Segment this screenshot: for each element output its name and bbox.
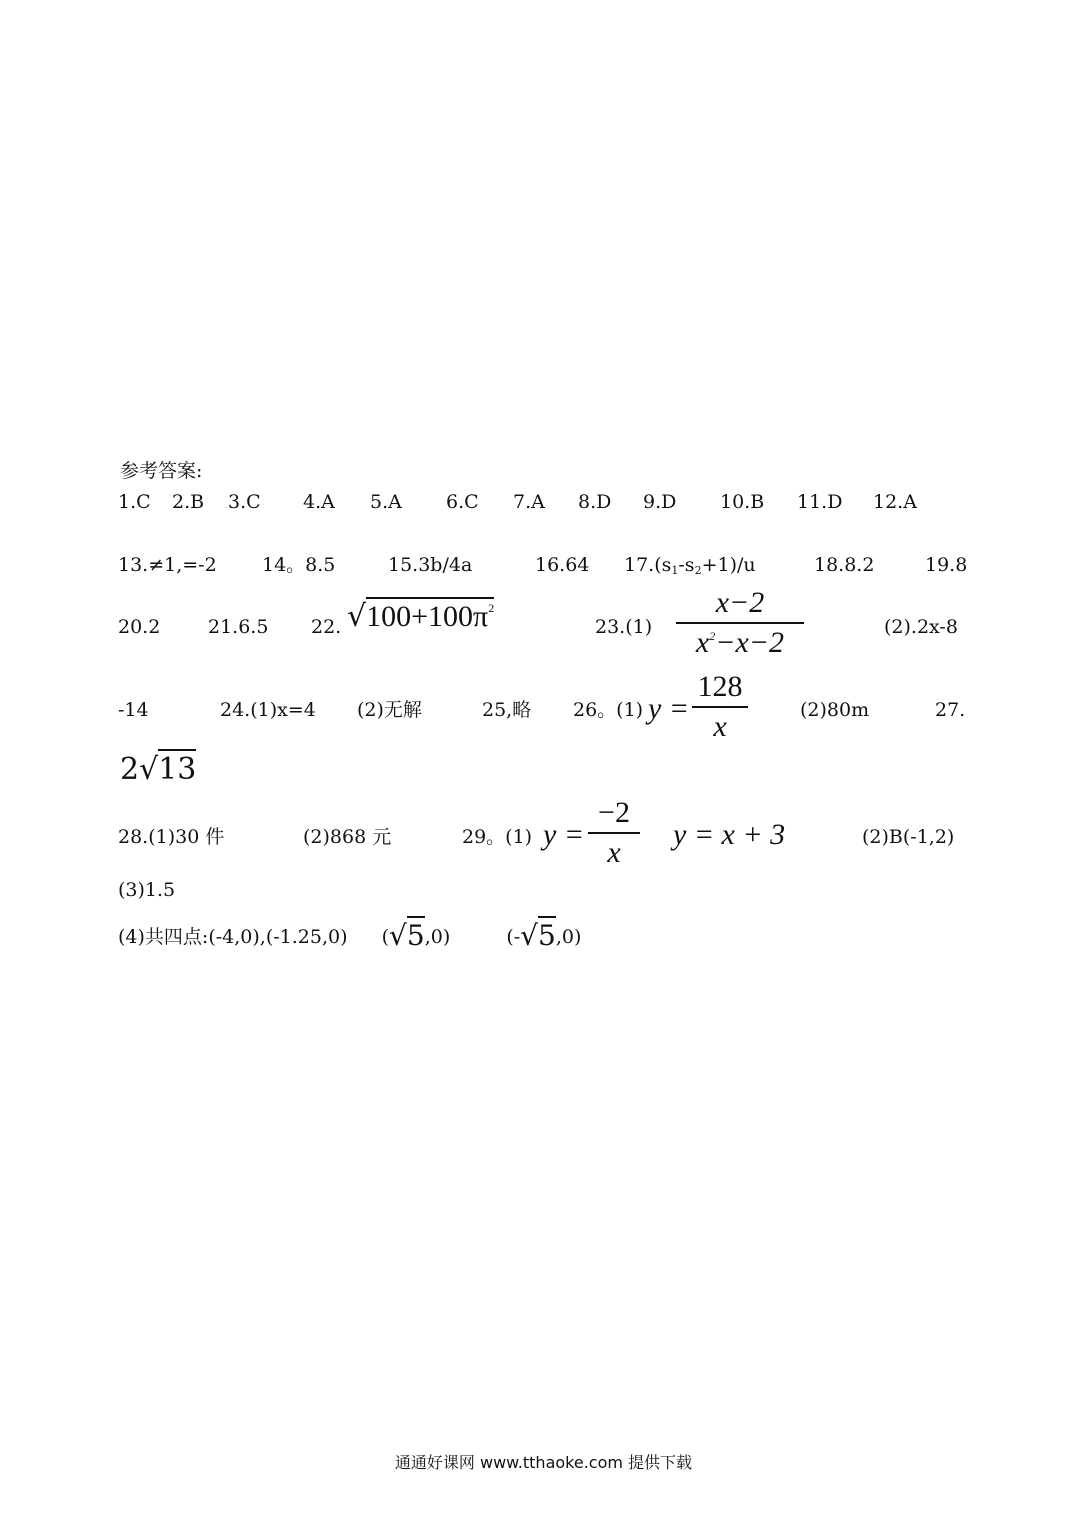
answer-26-numerator: 128 (697, 670, 743, 703)
answer-23-den-x: x (695, 626, 710, 659)
answer-15: 15.3b/4a (388, 554, 473, 576)
answer-23-fraction (676, 588, 804, 658)
point-4-open: (- (506, 926, 521, 948)
answer-19: 19.8 (925, 554, 968, 576)
answer-26-part2: (2)80m (800, 699, 870, 721)
answer-2: 2.B (172, 491, 205, 513)
answer-29-denominator: x (607, 836, 621, 869)
answer-23-label: 23.(1) (595, 616, 653, 638)
answer-22-label: 22. (311, 616, 342, 638)
point-4-close: ,0) (555, 926, 582, 948)
answer-29-part2: (2)B(-1,2) (862, 826, 955, 848)
fraction-bar (692, 706, 748, 708)
answer-29-part4-lead: (4)共四点:(-4,0),(-1.25,0) (118, 926, 348, 948)
answer-28-part1: 28.(1)30 件 (118, 826, 225, 848)
answer-29-fraction (588, 798, 640, 868)
answer-23-den-exp: 2 (709, 629, 716, 643)
answer-6: 6.C (446, 491, 479, 513)
answer-17-sub2: 2 (694, 564, 702, 577)
answer-22-sqrt (347, 599, 495, 634)
answer-25: 25,略 (482, 699, 532, 721)
answer-13: 13.≠1,=-2 (118, 554, 217, 576)
answer-3: 3.C (228, 491, 261, 513)
sqrt-symbol: √ (520, 919, 539, 952)
answer-8: 8.D (578, 491, 612, 513)
fraction-bar (588, 832, 640, 834)
answer-23-numerator: x−2 (715, 586, 765, 619)
answer-23-continued: -14 (118, 699, 149, 721)
answer-23-part2: (2).2x-8 (884, 616, 958, 638)
point-3-open: ( (381, 926, 390, 948)
answer-1: 1.C (118, 491, 151, 513)
answer-27-value (120, 752, 197, 787)
answer-24-part1: 24.(1)x=4 (220, 699, 316, 721)
answer-29-part3: (3)1.5 (118, 879, 176, 901)
answer-26-fraction (692, 672, 748, 742)
answer-17-post: +1)/u (701, 554, 756, 576)
answer-29-lhs: y = (543, 818, 585, 851)
answer-26-lhs: y = (648, 692, 690, 725)
answer-17-mid: -s (678, 554, 695, 576)
answer-26-denominator: x (713, 710, 727, 743)
answer-27-radicand: 13 (158, 749, 196, 787)
answer-26-label: 26。(1) (573, 699, 644, 721)
answer-17-sub1: 1 (671, 564, 679, 577)
sqrt-symbol: √ (389, 919, 407, 952)
answer-18: 18.8.2 (814, 554, 875, 576)
answer-29-numerator: −2 (598, 796, 630, 829)
answer-24-part2: (2)无解 (357, 699, 422, 721)
answer-14: 14。8.5 (262, 554, 336, 576)
answer-21: 21.6.5 (208, 616, 269, 638)
answer-16: 16.64 (535, 554, 590, 576)
answer-29-line-equation: y = x + 3 (673, 818, 786, 851)
answer-23-denominator (676, 628, 804, 658)
answer-29-label: 29。(1) (462, 826, 533, 848)
answer-17-pre: 17.(s (624, 554, 672, 576)
answer-27-label: 27. (935, 699, 966, 721)
answer-5: 5.A (370, 491, 402, 513)
answer-10: 10.B (720, 491, 765, 513)
point-3-close: ,0) (424, 926, 451, 948)
answer-22-exponent: 2 (488, 601, 495, 615)
answer-20: 20.2 (118, 616, 161, 638)
answer-22-radicand-text: 100+100π (366, 600, 489, 633)
fraction-bar (676, 622, 804, 624)
answer-17 (624, 556, 756, 576)
answer-28-part2: (2)868 元 (303, 826, 392, 848)
point-4-radicand: 5 (538, 916, 556, 952)
answer-11: 11.D (797, 491, 843, 513)
answer-29-part4 (118, 919, 582, 952)
answer-7: 7.A (513, 491, 545, 513)
point-3-radicand: 5 (407, 916, 425, 952)
sqrt-symbol: √ (139, 752, 159, 787)
answer-22-radicand (366, 597, 494, 633)
answers-heading: 参考答案: (120, 460, 203, 482)
answer-27-coef: 2 (120, 752, 140, 787)
answer-12: 12.A (873, 491, 917, 513)
answer-4: 4.A (303, 491, 335, 513)
page-footer: 通通好课网 www.tthaoke.com 提供下载 (394, 1453, 693, 1472)
sqrt-symbol: √ (347, 599, 367, 634)
answer-23-den-rest: −x−2 (715, 626, 785, 659)
answer-9: 9.D (643, 491, 677, 513)
